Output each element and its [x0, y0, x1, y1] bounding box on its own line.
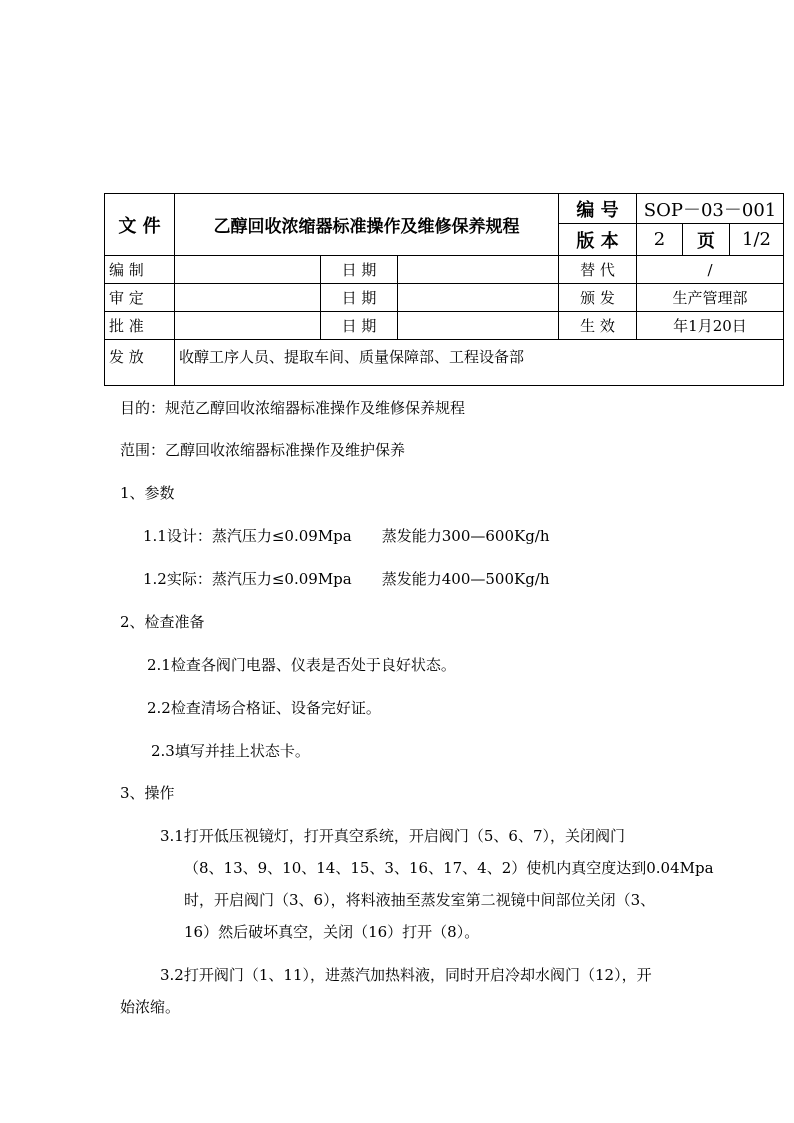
- purpose-line: 目的：规范乙醇回收浓缩器标准操作及维修保养规程: [120, 399, 466, 417]
- op-3-1-line-2: （8、13、9、10、14、15、3、16、17、4、2）使机内真空度达到0.04Mpa: [184, 859, 714, 877]
- section-1-heading: 1、参数: [120, 484, 175, 502]
- compiled-label: 编 制: [105, 256, 175, 284]
- document-header-table: [104, 193, 784, 386]
- row-compiled: [105, 256, 784, 284]
- op-3-2-line-2: 始浓缩。: [120, 998, 181, 1016]
- check-2-1: 2.1检查各阀门电器、仪表是否处于良好状态。: [147, 656, 456, 674]
- page-label: 页: [683, 224, 730, 256]
- param-design: 1.1设计：蒸汽压力≤0.09Mpa 蒸发能力300—600Kg/h: [143, 527, 550, 545]
- distribute-label: 发 放: [105, 340, 175, 386]
- approved-date-value: [398, 312, 559, 340]
- code-label: 编 号: [559, 194, 637, 224]
- scope-line: 范围：乙醇回收浓缩器标准操作及维护保养: [120, 441, 406, 459]
- section-2-heading: 2、检查准备: [120, 613, 205, 631]
- reviewed-date-label: 日 期: [321, 284, 398, 312]
- doc-label: 文 件: [105, 194, 175, 256]
- check-2-2: 2.2检查清场合格证、设备完好证。: [147, 699, 381, 717]
- version-label: 版 本: [559, 224, 637, 256]
- row-approved: [105, 312, 784, 340]
- effective-label: 生 效: [559, 312, 637, 340]
- issued-label: 颁 发: [559, 284, 637, 312]
- code-value: SOP－03－001: [637, 194, 784, 224]
- check-2-3: 2.3填写并挂上状态卡。: [151, 742, 310, 760]
- op-3-2-line-1: 3.2打开阀门（1、11），进蒸汽加热料液，同时开启冷却水阀门（12），开: [160, 966, 652, 984]
- replace-label: 替 代: [559, 256, 637, 284]
- approved-date-label: 日 期: [321, 312, 398, 340]
- row-distribution: [105, 340, 784, 386]
- doc-title: 乙醇回收浓缩器标准操作及维修保养规程: [175, 194, 559, 256]
- compiled-signature: [175, 256, 321, 284]
- version-value: 2: [637, 224, 683, 256]
- approved-signature: [175, 312, 321, 340]
- op-3-1-line-3: 时，开启阀门（3、6），将料液抽至蒸发室第二视镜中间部位关闭（3、: [184, 891, 656, 909]
- section-3-heading: 3、操作: [120, 784, 175, 802]
- param-actual: 1.2实际：蒸汽压力≤0.09Mpa 蒸发能力400—500Kg/h: [143, 570, 550, 588]
- page-value: 1/2: [730, 224, 784, 256]
- row-reviewed: [105, 284, 784, 312]
- replace-value: /: [637, 256, 784, 284]
- op-3-1-line-1: 3.1打开低压视镜灯，打开真空系统，开启阀门（5、6、7），关闭阀门: [160, 827, 625, 845]
- reviewed-signature: [175, 284, 321, 312]
- op-3-1-line-4: 16）然后破坏真空，关闭（16）打开（8）。: [184, 923, 480, 941]
- effective-value: 年1月20日: [637, 312, 784, 340]
- reviewed-date-value: [398, 284, 559, 312]
- approved-label: 批 准: [105, 312, 175, 340]
- compiled-date-label: 日 期: [321, 256, 398, 284]
- reviewed-label: 审 定: [105, 284, 175, 312]
- distribute-value: 收醇工序人员、提取车间、质量保障部、工程设备部: [175, 340, 784, 386]
- compiled-date-value: [398, 256, 559, 284]
- issued-value: 生产管理部: [637, 284, 784, 312]
